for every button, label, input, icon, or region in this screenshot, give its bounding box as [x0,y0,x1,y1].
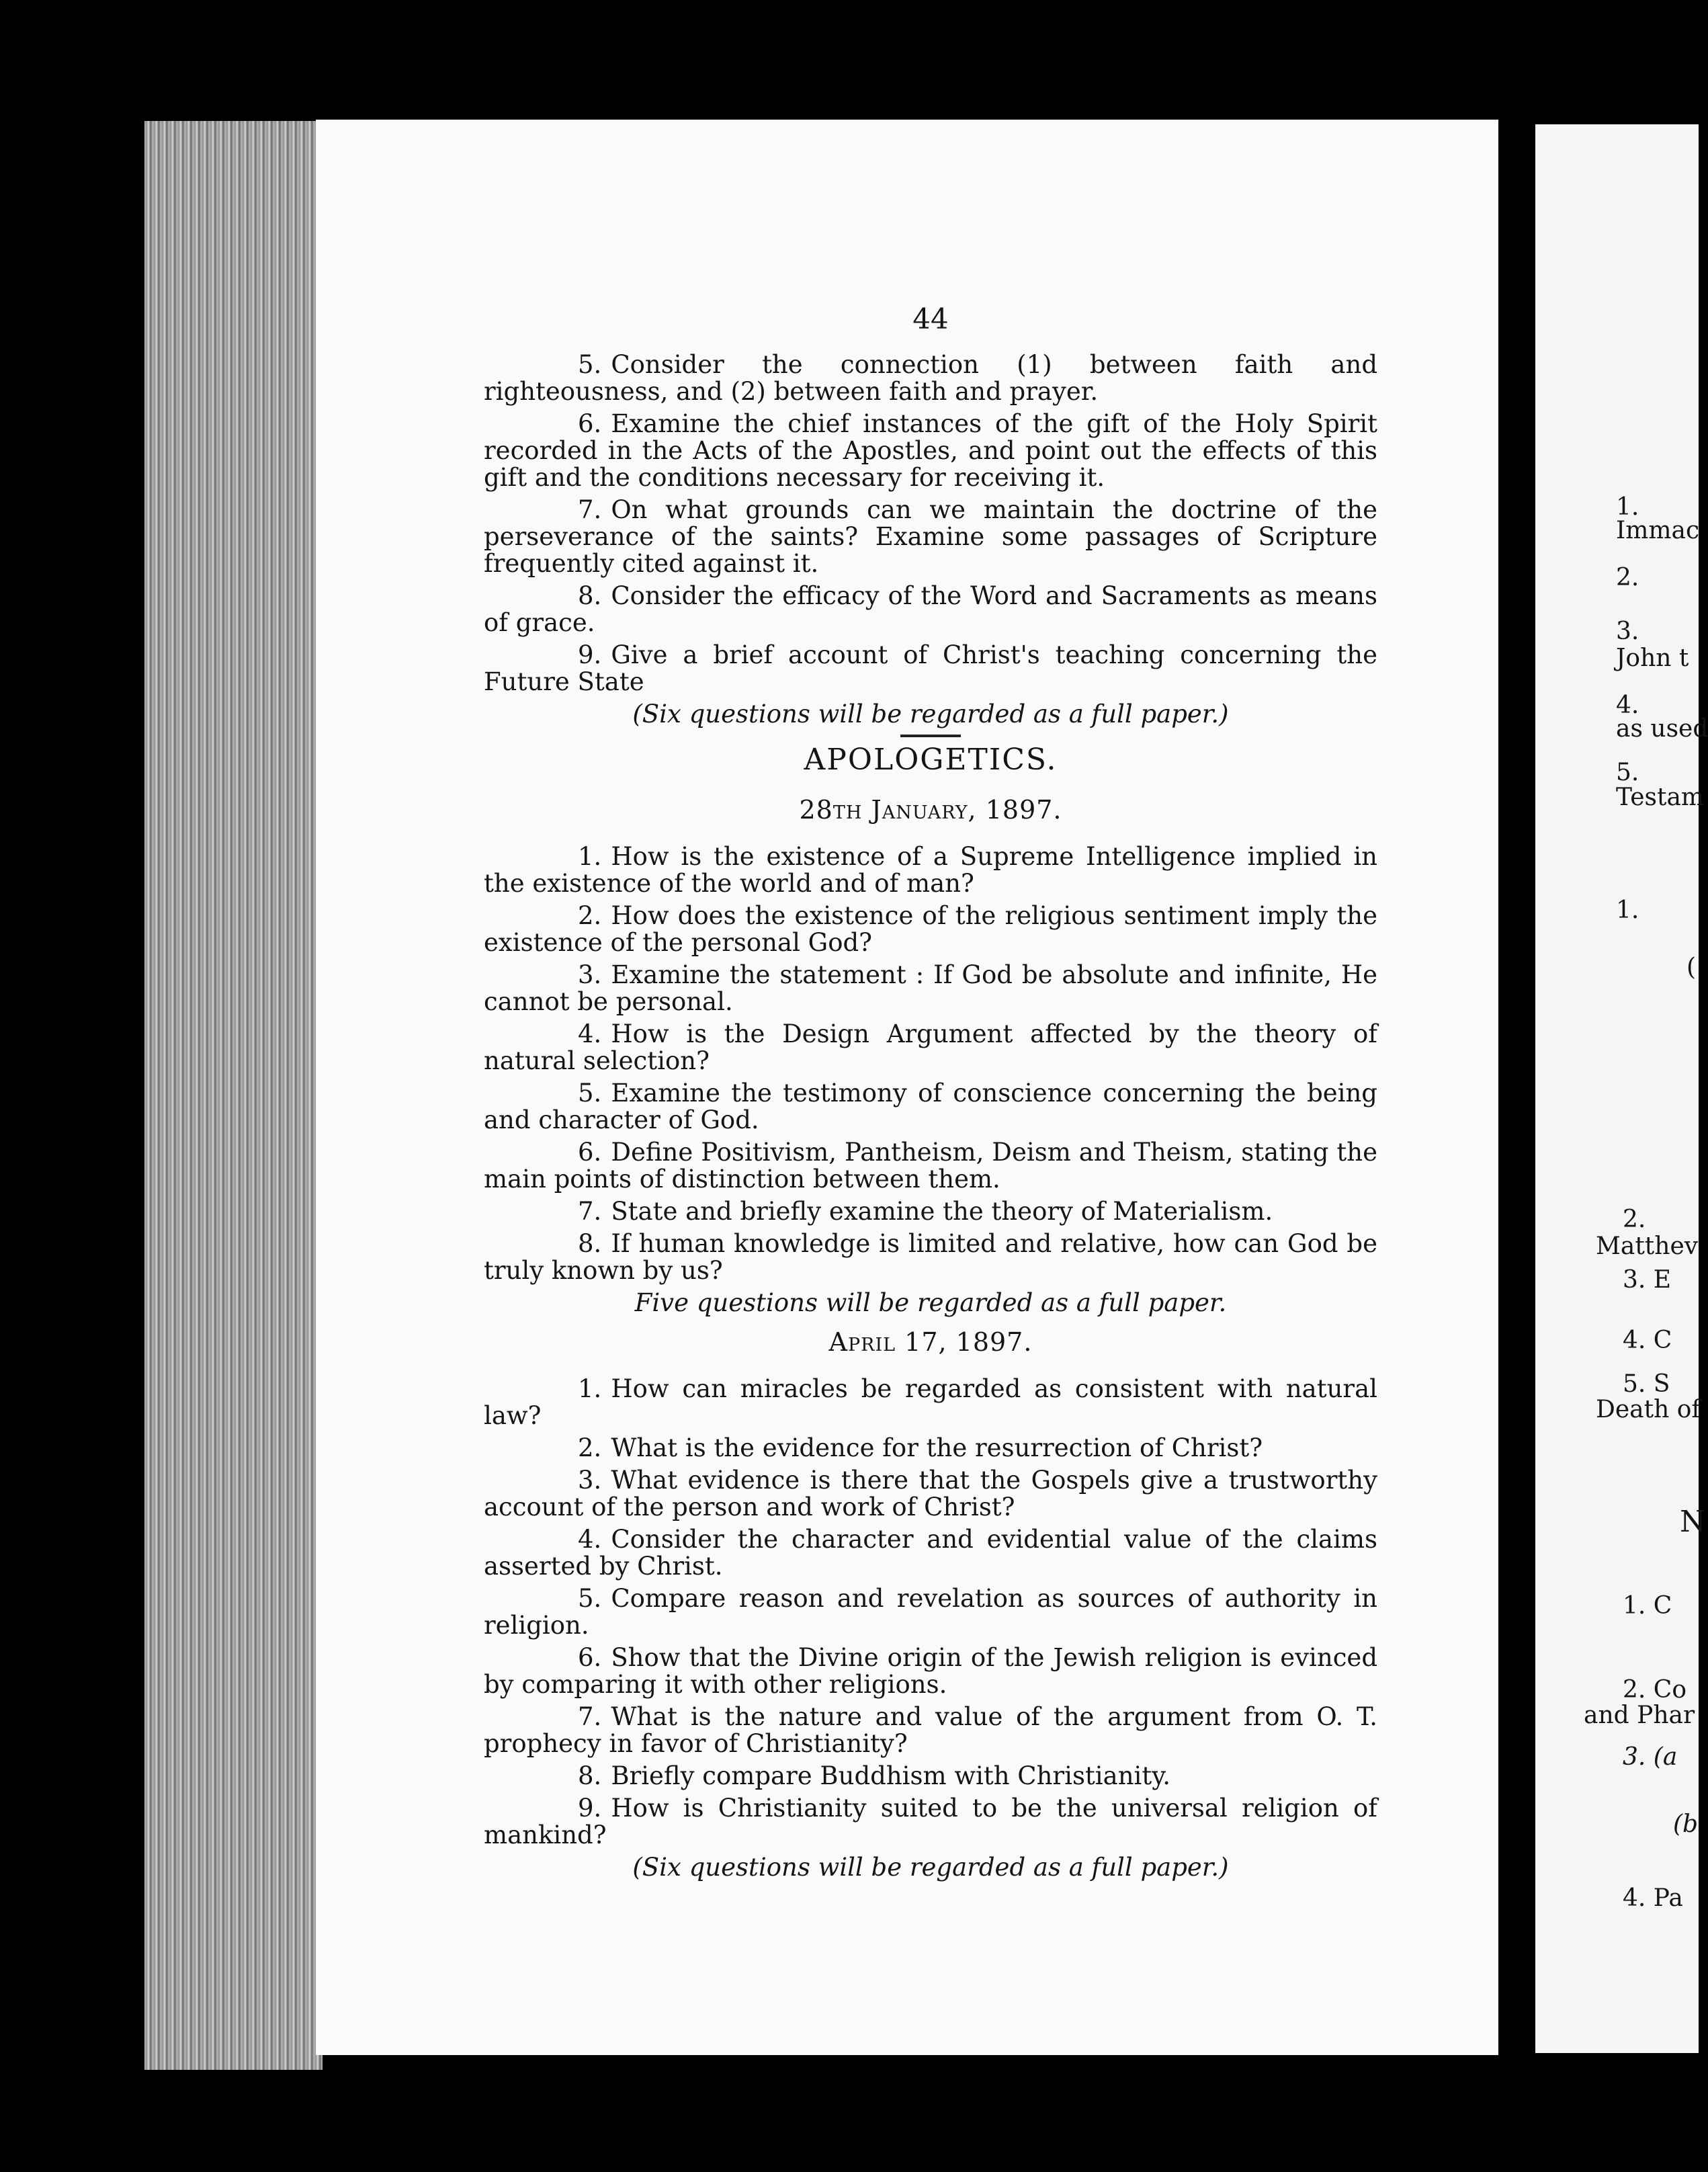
question [484,1763,1377,1790]
question [484,411,1377,491]
exam1-date: 28th January, 1897. [799,795,1062,825]
section1-questions [484,351,1377,696]
section-divider [900,735,961,737]
question-number: 4. [578,1525,602,1554]
np-fragment: Immac [1616,517,1700,544]
question [484,1139,1377,1193]
section1-note: (Six questions will be regarded as a full paper.) [632,700,1229,728]
question-text: Consider the efficacy of the Word and Sacraments as means of grace. [484,581,1377,637]
question-text: Consider the connection (1) between faith and righteousness, and (2) between faith and prayer. [484,350,1377,406]
question-number: 2. [578,901,602,930]
np-fragment: 5. S [1623,1370,1670,1398]
question-number: 5. [578,1584,602,1613]
question-number: 8. [578,581,602,610]
question [484,1376,1377,1429]
question-text: How does the existence of the religious sentiment imply the existence of the personal God? [484,901,1377,957]
np-fragment: 3. E [1623,1266,1672,1294]
question-text: State and briefly examine the theory of Materialism. [611,1197,1273,1226]
np-fragment: 1. [1616,493,1639,521]
exam1-note: Five questions will be regarded as a full paper. [634,1288,1227,1317]
question-text: What is the evidence for the resurrection of Christ? [611,1433,1263,1462]
question-text: How is the Design Argument affected by the theory of natural selection? [484,1019,1377,1075]
question [484,497,1377,577]
exam1-questions [484,843,1377,1284]
question-number: 9. [578,1794,602,1823]
question [484,843,1377,897]
question [484,1230,1377,1284]
question-text: If human knowledge is limited and relative, how can God be truly known by us? [484,1229,1377,1285]
question-text: Give a brief account of Christ's teaching concerning the Future State [484,640,1377,696]
question-number: 5. [578,350,602,379]
page-content [484,302,1377,1888]
question [484,583,1377,636]
question-number: 3. [578,960,602,989]
np-fragment: Matthev [1596,1233,1699,1260]
page-number: 44 [912,302,949,335]
exam2-date: April 17, 1897. [828,1327,1033,1357]
question-text: On what grounds can we maintain the doctrine of the perseverance of the saints? Examine some passages of Scripture frequently cited against it. [484,495,1377,578]
question [484,1080,1377,1134]
np-fragment: 4. Pa [1623,1884,1683,1912]
book-gutter [1502,134,1539,2043]
np-fragment: 1. C [1623,1592,1672,1620]
exam2-questions [484,1376,1377,1849]
exam2-note: (Six questions will be regarded as a full paper.) [632,1853,1229,1882]
right-page-fragment [1535,124,1708,2053]
np-fragment: 3. (a [1623,1743,1678,1771]
question [484,1644,1377,1698]
question-text: Examine the statement : If God be absolute and infinite, He cannot be personal. [484,960,1377,1016]
question-number: 2. [578,1433,602,1462]
question [484,1021,1377,1075]
question-number: 7. [578,1197,602,1226]
question [484,1435,1377,1462]
question-text: Examine the chief instances of the gift of the Holy Spirit recorded in the Acts of the Apostles, and point out the effects of this gift and the conditions necessary for receiving it. [484,409,1377,492]
np-fragment: 2. [1616,564,1639,591]
question-number: 6. [578,1138,602,1167]
np-fragment: John t [1616,644,1689,672]
question-number: 5. [578,1079,602,1108]
question-number: 1. [578,1374,602,1403]
question-text: How can miracles be regarded as consistent with natural law? [484,1374,1377,1430]
question [484,903,1377,956]
np-fragment: 3. [1616,618,1639,645]
question-number: 6. [578,1643,602,1672]
question-number: 8. [578,1229,602,1258]
question [484,962,1377,1015]
question-text: Compare reason and revelation as sources of authority in religion. [484,1584,1377,1640]
np-fragment: 2. [1623,1206,1646,1233]
np-fragment: 1. [1616,896,1639,924]
question [484,1467,1377,1521]
question-text: Define Positivism, Pantheism, Deism and Theism, stating the main points of distinction between them. [484,1138,1377,1194]
np-fragment: 4. C [1623,1327,1672,1354]
np-fragment: 2. Co [1623,1676,1687,1704]
question-number: 7. [578,495,602,524]
question-number: 1. [578,842,602,871]
question-text: How is the existence of a Supreme Intelligence implied in the existence of the world and of man? [484,842,1377,898]
question-text: How is Christianity suited to be the universal religion of mankind? [484,1794,1377,1849]
np-fragment: (b [1673,1810,1699,1838]
np-fragment: as used [1616,715,1708,743]
section-heading: APOLOGETICS. [804,743,1058,777]
question-text: Briefly compare Buddhism with Christianity. [611,1761,1170,1790]
question [484,1526,1377,1580]
np-fragment: 4. [1616,692,1639,719]
question-text: Examine the testimony of conscience concerning the being and character of God. [484,1079,1377,1134]
question-text: What is the nature and value of the argument from O. T. prophecy in favor of Christianity? [484,1702,1377,1758]
question-number: 7. [578,1702,602,1731]
question [484,642,1377,696]
question-number: 4. [578,1019,602,1048]
question [484,1198,1377,1225]
np-fragment: ( [1686,954,1697,981]
question-number: 3. [578,1466,602,1495]
question [484,1704,1377,1757]
question-number: 9. [578,640,602,669]
np-fragment: 5. [1616,759,1639,786]
question [484,1585,1377,1639]
question-text: Consider the character and evidential value of the claims asserted by Christ. [484,1525,1377,1581]
np-fragment: N [1680,1505,1706,1539]
question [484,1795,1377,1849]
question-text: Show that the Divine origin of the Jewish religion is evinced by comparing it with other religions. [484,1643,1377,1699]
np-fragment: and Phar [1584,1702,1695,1729]
question [484,351,1377,405]
np-fragment: Death of [1596,1396,1701,1423]
question-number: 6. [578,409,602,438]
question-number: 8. [578,1761,602,1790]
book-edge [144,121,323,2070]
question-text: What evidence is there that the Gospels give a trustworthy account of the person and work of Christ? [484,1466,1377,1521]
np-fragment: Testam [1616,784,1705,811]
